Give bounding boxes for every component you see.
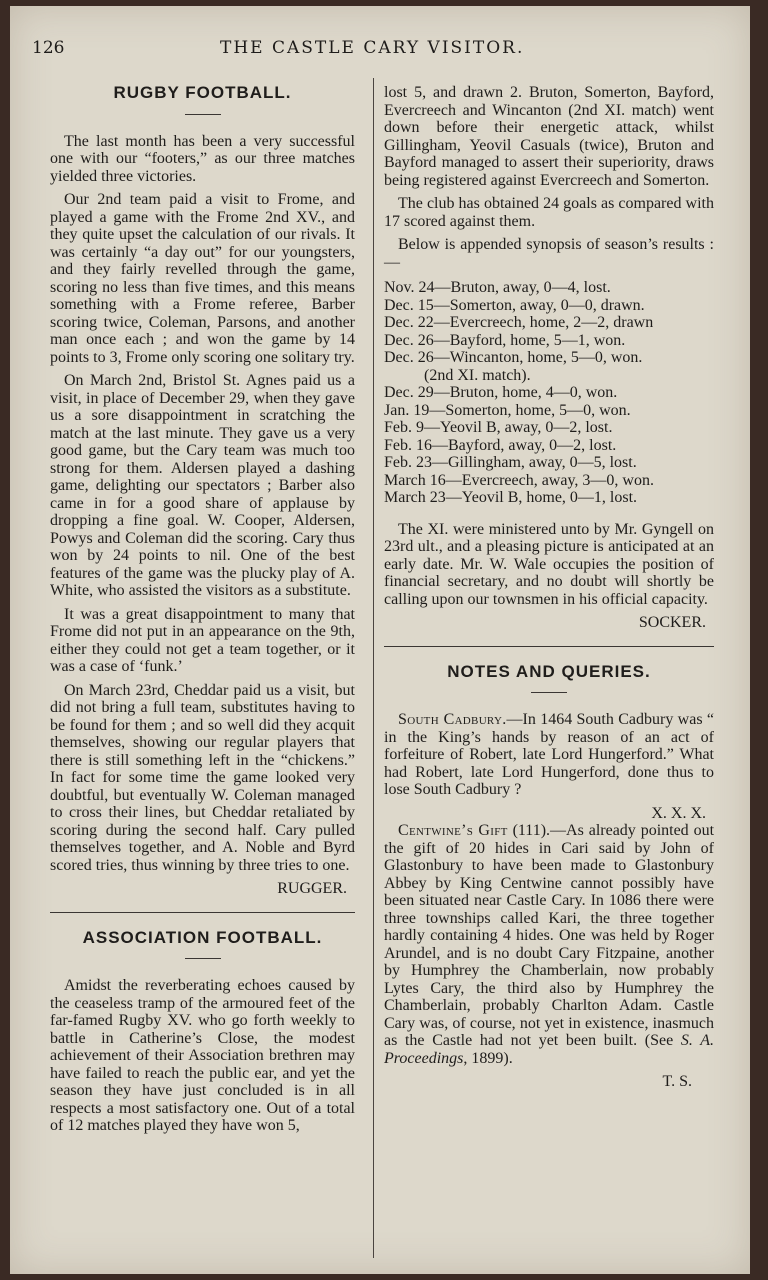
- result-item: (2nd XI. match).: [424, 366, 531, 384]
- rugby-paragraph: It was a great disappointment to many that Frome did not put in an appearance on the 9th, either they could not get a team together, or it was a case of ‘funk.’: [50, 605, 355, 675]
- result-item: March 16—Evercreech, away, 3—0, won.: [384, 471, 654, 489]
- result-item: Dec. 29—Bruton, home, 4—0, won.: [384, 384, 618, 401]
- association-paragraph: The XI. were ministered unto by Mr. Gyngell on 23rd ult., and a pleasing picture is anticipated at an early date. Mr. W. Wale occupies the position of financial secretary, and no doubt will shortly be calling upon our townsmen in his official capacity.: [384, 520, 714, 608]
- query-text-tail: , 1899).: [463, 1049, 513, 1067]
- rugby-paragraph: Our 2nd team paid a visit to Frome, and played a game with the Frome 2nd XV., and they quite upset the calculation of our rivals. It was certainly “a day out” for our youngsters, and they fairly revelled through the game, scoring no less than five times, and this means something with a Frome referee, Barber scoring twice, Coleman, Parsons, and another man once each ; and won the game by 14 points to 3, Frome only scoring one solitary try.: [50, 191, 355, 366]
- rugby-signature: RUGGER.: [277, 880, 347, 897]
- heading-rule: [185, 114, 221, 115]
- left-column: [50, 84, 355, 1141]
- association-heading: ASSOCIATION FOOTBALL.: [82, 927, 323, 947]
- rugby-paragraph: On March 23rd, Cheddar paid us a visit, but did not bring a full team, substitutes having to be found for them ; and so well did they acquit themselves, showing our regular players that there is still something left in the “chickens.” In fact for some time the game looked very doubtful, but eventually W. Coleman managed to cross their lines, but Cheddar retaliated by scoring during the second half. Cary pulled themselves together, and A. Noble and Byrd scored tries, thus winning by three tries to one.: [50, 681, 355, 874]
- section-divider: [50, 912, 355, 913]
- result-item: Feb. 16—Bayford, away, 0—2, lost.: [384, 436, 617, 454]
- result-item: Feb. 23—Gillingham, away, 0—5, lost.: [384, 454, 637, 471]
- page: [10, 6, 750, 1274]
- association-paragraph: Amidst the reverberating echoes caused by the ceaseless tramp of the armoured feet of the far-famed Rugby XV. who go forth weekly to battle in Catherine’s Close, the modest achievement of their Association brethren may have failed to reach the public ear, and yet the season they have just concluded is in all respects a most satisfactory one. Out of a total of 12 matches played they have won 5,: [50, 977, 355, 1134]
- query-paragraph: [384, 711, 714, 799]
- running-title: THE CASTLE CARY VISITOR.: [220, 38, 525, 58]
- association-paragraph: Below is appended synopsis of season’s results :—: [384, 236, 714, 271]
- association-paragraph: The club has obtained 24 goals as compared with 17 scored against them.: [384, 195, 714, 230]
- query-signature: T. S.: [662, 1073, 692, 1090]
- rugby-paragraph: The last month has been a very successful one with our “footers,” as our three matches yielded three victories.: [50, 132, 355, 185]
- citation: S. A. Proceedings: [384, 1032, 715, 1067]
- page-header: [10, 38, 750, 66]
- association-paragraph: lost 5, and drawn 2. Bruton, Somerton, Bayford, Evercreech and Wincanton (2nd XI. match) went down before their energetic attack, whilst Gillingham, Yeovil Casuals (twice), Bruton and Bayford managed to assert their superiority, draws being registered against Evercreech and Somerton.: [384, 84, 714, 189]
- query-heading: South Cadbury.: [398, 711, 507, 728]
- section-divider: [384, 646, 714, 647]
- association-signature: SOCKER.: [638, 614, 706, 631]
- result-item: March 23—Yeovil B, home, 0—1, lost.: [384, 489, 638, 506]
- result-item: Dec. 26—Bayford, home, 5—1, won.: [384, 331, 626, 349]
- result-item: Dec. 22—Evercreech, home, 2—2, drawn: [384, 314, 654, 331]
- query-reference: (111).: [507, 822, 551, 839]
- query-signature: X. X. X.: [651, 804, 706, 822]
- notes-heading: NOTES AND QUERIES.: [447, 661, 651, 681]
- query-heading: Centwine’s Gift: [398, 822, 508, 839]
- right-column: [384, 84, 714, 1091]
- page-number: 126: [32, 38, 65, 58]
- result-item: Dec. 15—Somerton, away, 0—0, drawn.: [384, 296, 645, 314]
- result-item: Dec. 26—Wincanton, home, 5—0, won.: [384, 349, 643, 366]
- result-item: Nov. 24—Bruton, away, 0—4, lost.: [384, 279, 611, 296]
- query-text: —As already pointed out the gift of 20 hides in Cari said by John of Glastonbury to have been made to Glastonbury Abbey by King Centwine cannot possibly have been situated near Castle Cary. In 1086 there were three townships called Kari, the three together hardly containing 4 hides. One was held by Roger Arundel, and is no doubt Cary Fitzpaine, another by Humphrey the Chamberlain, now probably Lytes Cary, the third also by Humphrey the Chamberlain, probably Charlton Adam. Castle Cary was, of course, not yet in existence, inasmuch as the Castle had not yet been built. (See: [384, 822, 715, 1049]
- result-item: Jan. 19—Somerton, home, 5—0, won.: [384, 401, 631, 419]
- column-divider: [373, 78, 374, 1258]
- rugby-paragraph: On March 2nd, Bristol St. Agnes paid us a visit, in place of December 29, when they gave us a sore disappointment in scratching the match at the last minute. They gave us a very good game, but the Cary team was much too strong for them. Aldersen played a dashing game, delighting our spectators ; Barber also came in for a good share of applause by dropping a fine goal. W. Cooper, Aldersen, Powys and Coleman did the scoring. Cary thus won by 24 points to nil. One of the best features of the game was the plucky play of A. White, who assisted the visitors as a substitute.: [50, 372, 355, 599]
- results-list: [384, 279, 714, 507]
- rugby-heading: RUGBY FOOTBALL.: [113, 83, 292, 102]
- heading-rule: [531, 692, 567, 693]
- query-text: —In 1464 South Cadbury was “ in the King’s hands by reason of an act of forfeiture of Robert, late Lord Hungerford.” What had Robert, late Lord Hungerford, done thus to lose South Cadbury ?: [384, 711, 714, 798]
- query-paragraph: [384, 822, 714, 1067]
- result-item: Feb. 9—Yeovil B, away, 0—2, lost.: [384, 419, 613, 436]
- heading-rule: [185, 958, 221, 959]
